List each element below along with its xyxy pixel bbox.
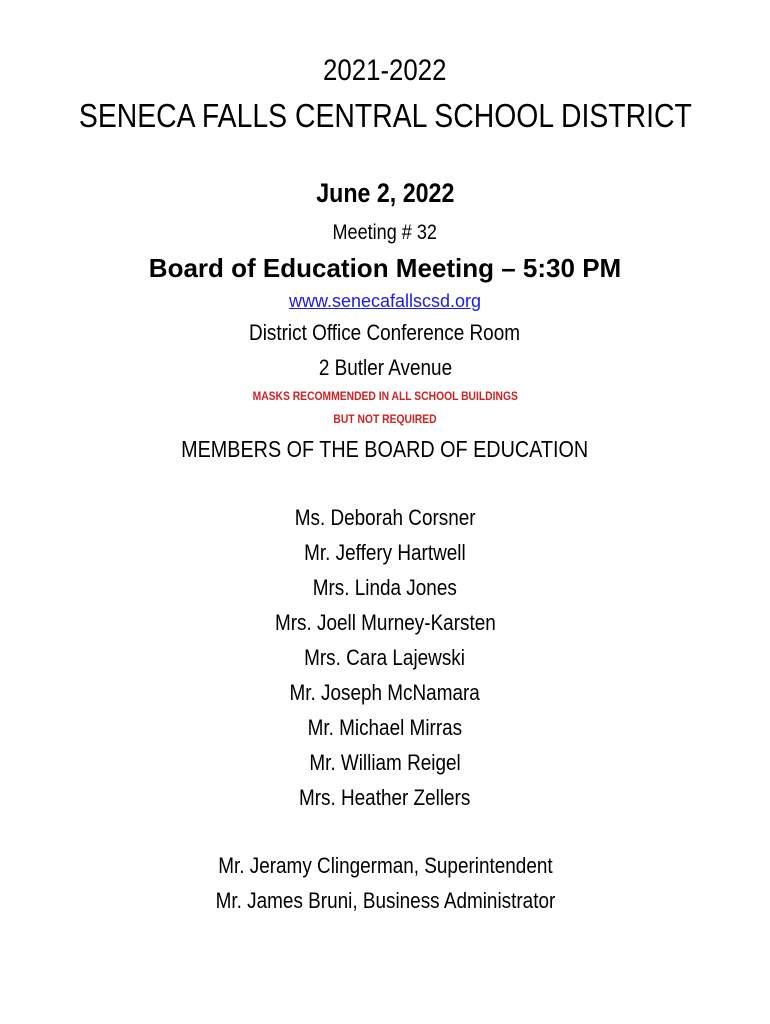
mask-notice-line2 xyxy=(0,413,770,425)
meeting-title xyxy=(0,255,770,281)
business-administrator xyxy=(0,890,770,912)
board-members-heading-text: MEMBERS OF THE BOARD OF EDUCATION xyxy=(181,436,589,462)
meeting-location xyxy=(0,322,770,344)
website-link[interactable]: www.senecafallscsd.org xyxy=(288,291,482,311)
website-link-row xyxy=(0,292,770,310)
district-name xyxy=(0,99,770,132)
board-member xyxy=(0,787,770,809)
board-member-name: Mrs. Joell Murney-Karsten xyxy=(274,610,496,635)
board-member-name: Ms. Deborah Corsner xyxy=(294,505,476,530)
district-name-text: SENECA FALLS CENTRAL SCHOOL DISTRICT xyxy=(78,97,692,134)
meeting-date-text: June 2, 2022 xyxy=(315,178,455,208)
board-member xyxy=(0,752,770,774)
meeting-address xyxy=(0,357,770,379)
board-member-name: Mrs. Cara Lajewski xyxy=(304,645,466,670)
board-member xyxy=(0,612,770,634)
board-member xyxy=(0,507,770,529)
board-member xyxy=(0,542,770,564)
board-member-name: Mr. Jeffery Hartwell xyxy=(304,540,466,565)
mask-notice-line2-text: BUT NOT REQUIRED xyxy=(333,412,437,426)
meeting-title-text: Board of Education Meeting – 5:30 PM xyxy=(148,253,622,283)
board-member-name: Mr. Joseph McNamara xyxy=(289,680,481,705)
superintendent-name: Mr. Jeramy Clingerman, Superintendent xyxy=(217,853,553,878)
meeting-location-text: District Office Conference Room xyxy=(249,320,521,345)
board-member xyxy=(0,682,770,704)
board-members-heading xyxy=(0,438,770,461)
school-year xyxy=(0,56,770,86)
board-member xyxy=(0,647,770,669)
board-member xyxy=(0,717,770,739)
meeting-address-text: 2 Butler Avenue xyxy=(318,355,452,380)
board-member-name: Mr. William Reigel xyxy=(309,750,461,775)
board-member xyxy=(0,577,770,599)
board-member-name: Mrs. Heather Zellers xyxy=(299,785,471,810)
business-administrator-name: Mr. James Bruni, Business Administrator xyxy=(215,888,555,913)
meeting-number-text: Meeting # 32 xyxy=(332,221,438,244)
mask-notice-line1 xyxy=(0,390,770,402)
board-member-name: Mrs. Linda Jones xyxy=(312,575,458,600)
superintendent xyxy=(0,855,770,877)
mask-notice-line1-text: MASKS RECOMMENDED IN ALL SCHOOL BUILDINGS xyxy=(252,389,518,403)
meeting-date xyxy=(0,180,770,207)
meeting-number xyxy=(0,222,770,243)
board-member-name: Mr. Michael Mirras xyxy=(307,715,463,740)
school-year-text: 2021-2022 xyxy=(323,54,447,87)
